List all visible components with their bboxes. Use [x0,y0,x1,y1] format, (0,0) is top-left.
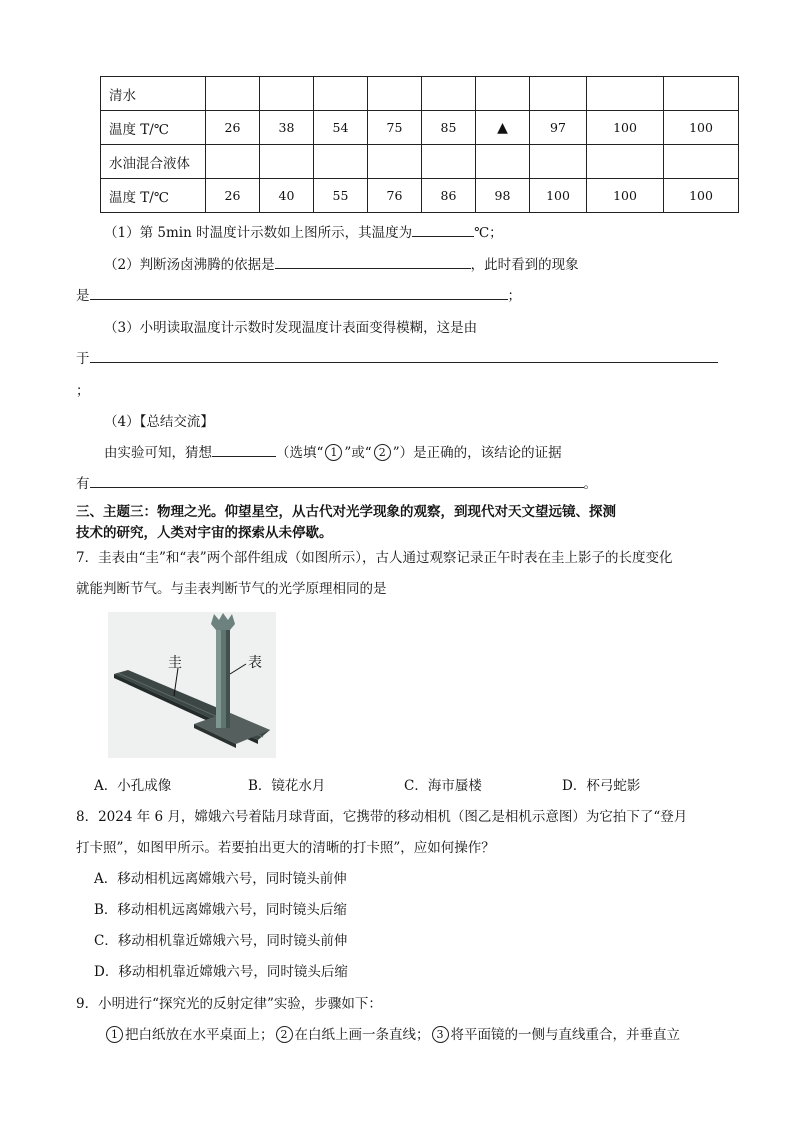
option-d[interactable]: D．杯弓蛇影 [562,778,641,794]
answer-blank[interactable] [212,441,276,457]
answer-blank[interactable] [90,347,718,363]
table-cell: 100 [664,111,739,145]
table-cell: 55 [314,179,368,213]
q6-part4-line2: 有 。 [76,472,597,492]
q9-steps: 1 把白纸放在水平桌面上； 2 在白纸上画一条直线； 3 将平面镜的一侧与直线重合，并垂直立 [104,1023,680,1043]
answer-blank[interactable] [412,221,474,237]
section3-heading: 三、主题三：物理之光。仰望星空，从古代对光学现象的观察，到现代对天文望远镜、探测 [76,504,616,520]
table-cell: 86 [422,179,476,213]
row-label-temp: 温度 T/℃ [101,179,206,213]
q7-stem-line2: 就能判断节气。与圭表判断节气的光学原理相同的是 [76,581,387,597]
figure-label-gui: 圭 [168,655,182,671]
table-cell: 26 [206,179,260,213]
table-cell: 38 [260,111,314,145]
table-row [101,77,739,111]
option-c[interactable]: C．海市蜃楼 [404,778,482,794]
q7-stem: 7．圭表由“圭”和“表”两个部件组成（如图所示），古人通过观察记录正午时表在圭上影子的长度变化 [76,550,673,566]
table-cell: 76 [368,179,422,213]
q6-part1: （1）第 5min 时温度计示数如上图所示，其温度为 ℃； [104,221,503,241]
row-label-water: 清水 [101,77,206,111]
option-c[interactable]: C．移动相机靠近嫦娥六号，同时镜头前伸 [94,933,348,949]
table-cell: 75 [368,111,422,145]
triangle-placeholder-cell: ▲ [476,111,530,145]
table-row [101,111,739,145]
option-a[interactable]: A．移动相机远离嫦娥六号，同时镜头前伸 [94,871,347,887]
q9-stem: 9．小明进行“探究光的反射定律”实验，步骤如下： [76,996,382,1012]
table-cell: 100 [587,179,664,213]
table-cell: 54 [314,111,368,145]
answer-blank[interactable] [90,284,508,300]
q6-part4-heading: （4）【总结交流】 [104,414,214,430]
guibiao-figure [108,612,276,758]
table-cell: 26 [206,111,260,145]
circled-number: 3 [432,1026,449,1043]
option-a[interactable]: A．小孔成像 [94,778,172,794]
temperature-table [100,76,739,213]
table-cell: 97 [530,111,587,145]
table-cell: 85 [422,111,476,145]
row-label-temp: 温度 T/℃ [101,111,206,145]
answer-blank[interactable] [275,253,471,269]
option-b[interactable]: B．镜花水月 [248,778,326,794]
figure-label-biao: 表 [248,655,262,671]
table-cell: 40 [260,179,314,213]
option-d[interactable]: D．移动相机靠近嫦娥六号，同时镜头后缩 [94,964,348,980]
q6-part3-line2: 于 [76,347,718,367]
table-cell: 98 [476,179,530,213]
q8-stem-line2: 打卡照”，如图甲所示。若要拍出更大的清晰的打卡照”，应如何操作？ [76,840,495,856]
table-cell: 100 [587,111,664,145]
circled-number: 1 [325,444,342,461]
guibiao-illustration [108,612,276,758]
q8-stem: 8．2024 年 6 月，嫦娥六号着陆月球背面，它携带的移动相机（图乙是相机示意图）为它拍下了“登月 [76,809,688,825]
circled-number: 2 [374,444,391,461]
table-cell: 100 [530,179,587,213]
table-row [101,179,739,213]
answer-blank[interactable] [90,472,584,488]
q6-part4-text: 由实验可知，猜想 （选填“ 1 ”或“ 2 ”）是正确的，该结论的证据 [104,441,562,461]
q6-part2-line2: 是 ； [76,284,521,304]
q6-part3: （3）小明读取温度计示数时发现温度计表面变得模糊，这是由 [104,320,478,336]
q6-part2: （2）判断汤卤沸腾的依据是 ，此时看到的现象 [104,253,579,273]
circled-number: 2 [276,1026,293,1043]
section3-heading-line2: 技术的研究，人类对宇宙的探索从未停歇。 [76,525,333,541]
table-cell: 100 [664,179,739,213]
circled-number: 1 [106,1026,123,1043]
row-label-mix: 水油混合液体 [101,145,206,179]
option-b[interactable]: B．移动相机远离嫦娥六号，同时镜头后缩 [94,902,347,918]
table-row [101,145,739,179]
q6-part3-line3: ； [76,383,90,399]
